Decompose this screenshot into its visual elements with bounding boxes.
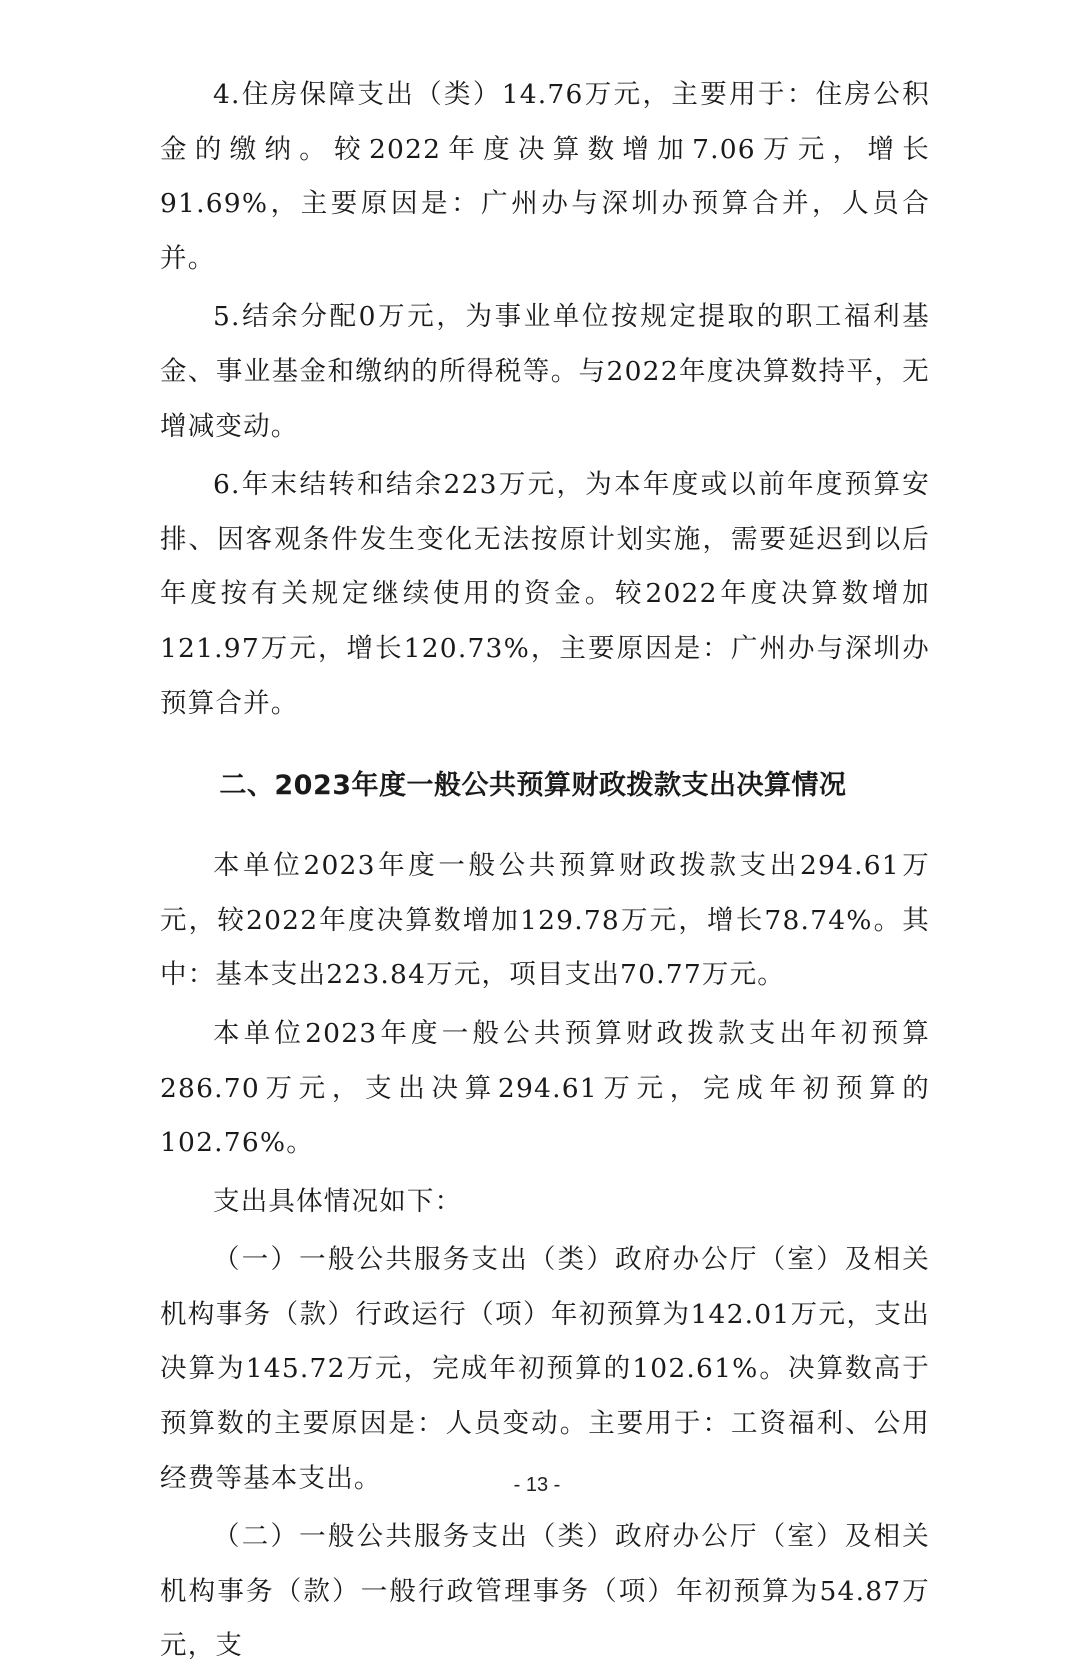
paragraph-housing-expense: 4.住房保障支出（类）14.76万元，主要用于：住房公积金的缴纳。较2022年度决算数增加7.06万元，增长91.69%，主要原因是：广州办与深圳办预算合并，人员合并。 (160, 79, 930, 274)
paragraph-details-intro: 支出具体情况如下： (213, 1185, 463, 1217)
paragraph-budget-completion: 本单位2023年度一般公共预算财政拨款支出年初预算286.70万元，支出决算294.61万元，完成年初预算的102.76%。 (160, 1017, 930, 1159)
paragraph-item-two: （二）一般公共服务支出（类）政府办公厅（室）及相关机构事务（款）一般行政管理事务（项）年初预算为54.87万元，支 (160, 1521, 930, 1662)
paragraph-item-one: （一）一般公共服务支出（类）政府办公厅（室）及相关机构事务（款）行政运行（项）年初预算为142.01万元，支出决算为145.72万元，完成年初预算的102.61%。决算数高于预算数的主要原因是：人员变动。主要用于：工资福利、公用经费等基本支出。 (160, 1244, 930, 1494)
paragraph-surplus-distribution: 5.结余分配0万元，为事业单位按规定提取的职工福利基金、事业基金和缴纳的所得税等。与2022年度决算数持平，无增减变动。 (160, 301, 930, 442)
page-number: - 13 - (513, 1474, 561, 1496)
section-heading: 二、2023年度一般公共预算财政拨款支出决算情况 (219, 770, 847, 802)
paragraph-total-expenditure: 本单位2023年度一般公共预算财政拨款支出294.61万元，较2022年度决算数增加129.78万元，增长78.74%。其中：基本支出223.84万元，项目支出70.77万元。 (160, 850, 930, 991)
paragraph-year-end-balance: 6.年末结转和结余223万元，为本年度或以前年度预算安排、因客观条件发生变化无法按原计划实施，需要延迟到以后年度按有关规定继续使用的资金。较2022年度决算数增加121.97万元，增长120.73%，主要原因是：广州办与深圳办预算合并。 (160, 469, 930, 719)
document-body (160, 68, 930, 1674)
